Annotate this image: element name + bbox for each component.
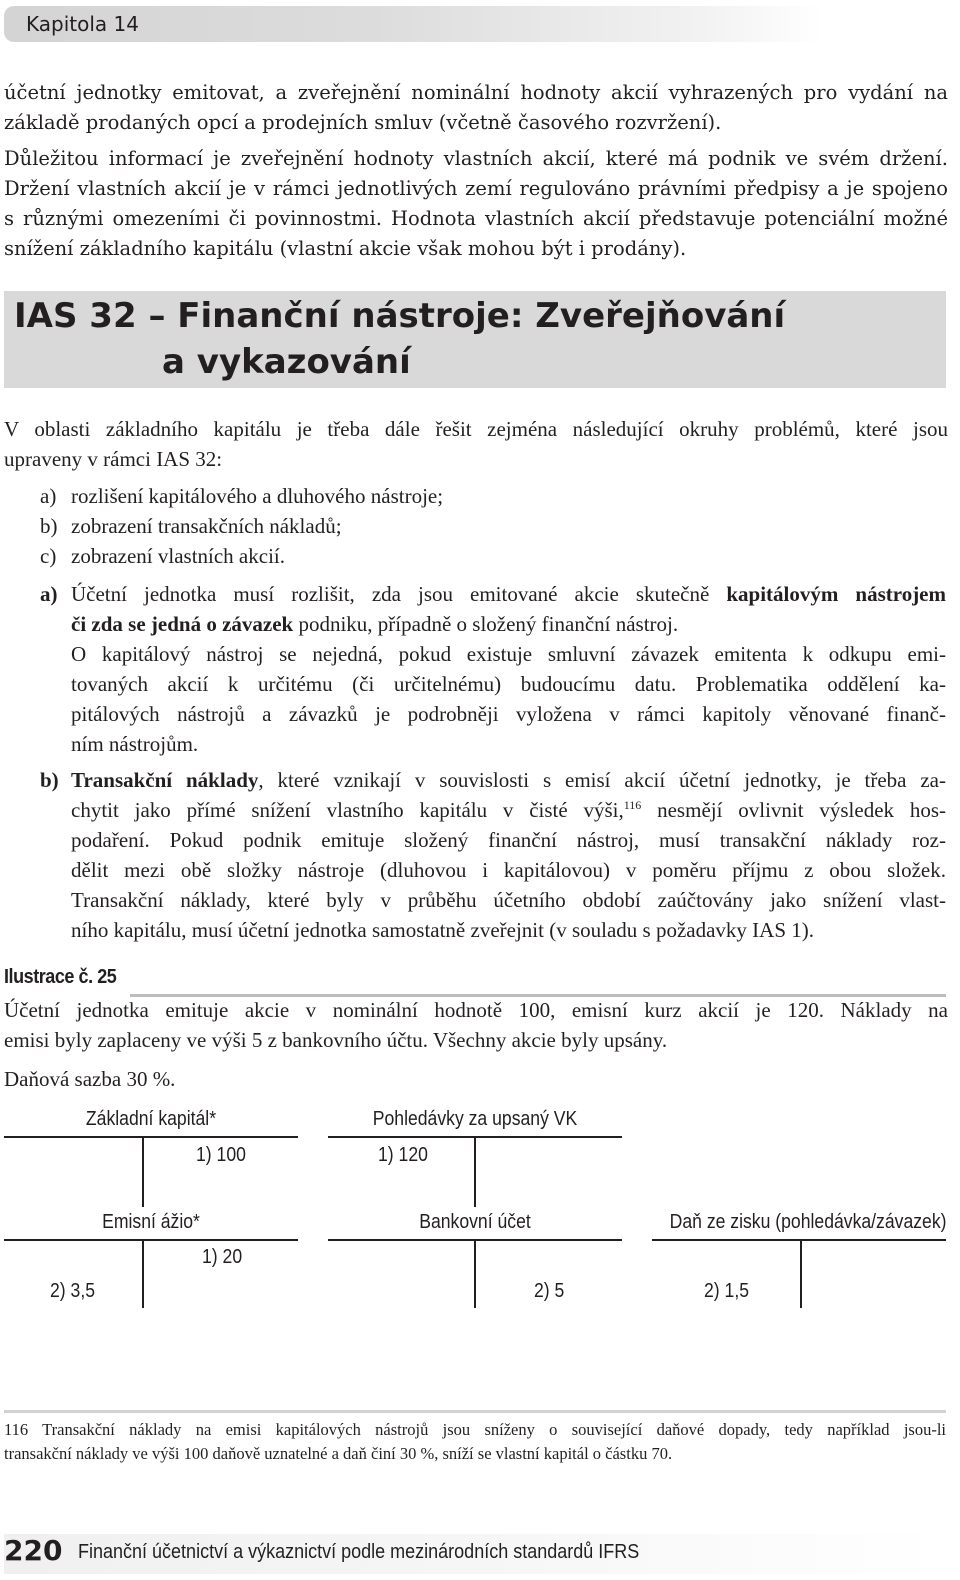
footnote-rule — [4, 1410, 946, 1413]
text-line — [71, 795, 946, 825]
text-line: s různými omezeními či povinnostmi. Hodnota vlastních akcií představuje potenciální možné — [4, 207, 948, 230]
text-line — [71, 579, 946, 609]
text-line — [71, 609, 946, 639]
section-title — [14, 293, 785, 385]
text-line: ním nástrojům. — [71, 732, 199, 756]
t-account-vertical-line — [142, 1240, 144, 1308]
section-title-line-1: IAS 32 – Finanční nástroje: Zveřejňování — [14, 296, 786, 336]
text-line: O kapitálový nástroj se nejedná, pokud existuje smluvní závazek emitenta k odkupu emi- — [71, 642, 946, 666]
list-item — [40, 541, 285, 571]
t-account-credit-entry: 1) 20 — [202, 1246, 243, 1268]
footnote-line: transakční náklady ve výši 100 daňově uznatelné a daň činí 30 %, sníží se vlastní kapitál o částku 70. — [4, 1444, 673, 1463]
lead-paragraph — [4, 414, 948, 474]
block-marker: a) — [40, 582, 58, 606]
text-line: účetní jednotky emitovat, a zveřejnění nominální hodnoty akcií vyhrazených pro vydání na — [4, 81, 948, 104]
t-account-debit-entry: 1) 120 — [378, 1144, 428, 1166]
t-account-title: Emisní ážio* — [102, 1211, 200, 1233]
chapter-label: Kapitola 14 — [26, 12, 139, 36]
chapter-header — [4, 6, 824, 42]
t-account-vertical-line — [800, 1240, 802, 1308]
text-line: ního kapitálu, musí účetní jednotka samostatně zveřejnit (v souladu s požadavky IAS 1). — [71, 918, 814, 942]
book-title: Finanční účetnictví a výkaznictví podle mezinárodních standardů IFRS — [78, 1541, 640, 1563]
text-line: Daňová sazba 30 %. — [4, 1067, 176, 1091]
tax-rate-text — [4, 1064, 948, 1094]
bold-term: či zda se jedná o závazek — [71, 612, 294, 636]
explanation-block-a — [40, 579, 946, 759]
intro-paragraph-2 — [4, 144, 948, 264]
text-run: nesmějí ovlivnit výsledek hos- — [641, 798, 946, 822]
list-item — [40, 511, 342, 541]
page-number: 220 — [4, 1534, 63, 1567]
t-account-horizontal-line — [4, 1136, 298, 1138]
explanation-block-b — [40, 765, 946, 945]
section-title-line-2: a vykazování — [162, 342, 411, 382]
bold-term: Transakční náklady — [71, 768, 259, 792]
text-line: Účetní jednotka emituje akcie v nominální hodnotě 100, emisní kurz akcií je 120. Náklady na — [4, 998, 948, 1022]
list-text: zobrazení vlastních akcií. — [71, 544, 285, 568]
list-item — [40, 481, 443, 511]
list-label: b) — [40, 514, 58, 538]
text-line: dělit mezi obě složky nástroje (dluhovou i kapitálovou) v poměru příjmu z obou složek. — [71, 858, 946, 882]
text-line: Držení vlastních akcií je v rámci jednotlivých zemí regulováno právními předpisy a je spojeno — [4, 177, 948, 200]
t-account-vertical-line — [142, 1137, 144, 1207]
text-line: základě prodaných opcí a prodejních smluv (včetně časového rozvržení). — [4, 111, 722, 134]
text-line: tovaných akcií k určitému (či určitelnému) budoucímu datu. Problematika oddělení ka- — [71, 672, 946, 696]
list-text: zobrazení transakčních nákladů; — [71, 514, 342, 538]
footnote — [4, 1418, 946, 1466]
text-line: emisi byly zaplaceny ve výši 5 z bankovního účtu. Všechny akcie byly upsány. — [4, 1028, 668, 1052]
text-line: upraveny v rámci IAS 32: — [4, 447, 223, 471]
text-run: , které vznikají v souvislosti s emisí akcií účetní jednotky, je třeba za- — [258, 768, 946, 792]
t-account-title: Pohledávky za upsaný VK — [372, 1108, 578, 1130]
t-account-vertical-line — [474, 1137, 476, 1207]
t-account-horizontal-line — [652, 1239, 946, 1241]
text-line: snížení základního kapitálu (vlastní akcie však mohou být i prodány). — [4, 237, 687, 260]
bold-term: kapitálovým nástrojem — [726, 582, 946, 606]
illustration-title: Ilustrace č. 25 — [4, 966, 117, 988]
text-line: Transakční náklady, které byly v průběhu účetního období zaúčtovány jako snížení vlast- — [71, 888, 946, 912]
list-label: a) — [40, 484, 57, 508]
t-account-horizontal-line — [4, 1239, 298, 1241]
t-account-title: Daň ze zisku (pohledávka/závazek) — [669, 1211, 947, 1233]
t-account-vertical-line — [474, 1240, 476, 1308]
t-account-title: Základní kapitál* — [85, 1108, 217, 1130]
block-marker: b) — [40, 768, 59, 792]
list-label: c) — [40, 544, 57, 568]
text-run: Účetní jednotka musí rozlišit, zda jsou emitované akcie skutečně — [71, 582, 727, 606]
footnote-line: 116 Transakční náklady na emisi kapitálových nástrojů jsou sníženy o související daňové dopady, tedy například jsou-li — [4, 1420, 946, 1439]
text-line: V oblasti základního kapitálu je třeba dále řešit zejména následující okruhy problémů, které jsou — [4, 417, 948, 441]
section-heading-bar — [4, 291, 946, 388]
text-run: podniku, případně o složený finanční nástroj. — [293, 612, 679, 636]
text-line: pitálových nástrojů a závazků je podrobněji vyložena v rámci kapitoly věnované finanč- — [71, 702, 946, 726]
list-text: rozlišení kapitálového a dluhového nástroje; — [71, 484, 444, 508]
t-account-debit-entry: 2) 1,5 — [704, 1280, 750, 1302]
footnote-reference[interactable]: 116 — [623, 798, 642, 812]
t-account-credit-entry: 2) 5 — [534, 1280, 565, 1302]
text-run: chytit jako přímé snížení vlastního kapitálu v čisté výši, — [71, 798, 624, 822]
text-line: podaření. Pokud podnik emituje složený finanční nástroj, musí transakční náklady roz- — [71, 828, 946, 852]
text-line — [71, 765, 946, 795]
intro-paragraph-1 — [4, 78, 948, 138]
text-line: Důležitou informací je zveřejnění hodnoty vlastních akcií, které má podnik ve svém držení. — [4, 147, 948, 170]
t-account-title: Bankovní účet — [419, 1211, 531, 1233]
illustration-text — [4, 995, 948, 1055]
t-account-credit-entry: 1) 100 — [196, 1144, 246, 1166]
t-account-debit-entry: 2) 3,5 — [50, 1280, 96, 1302]
